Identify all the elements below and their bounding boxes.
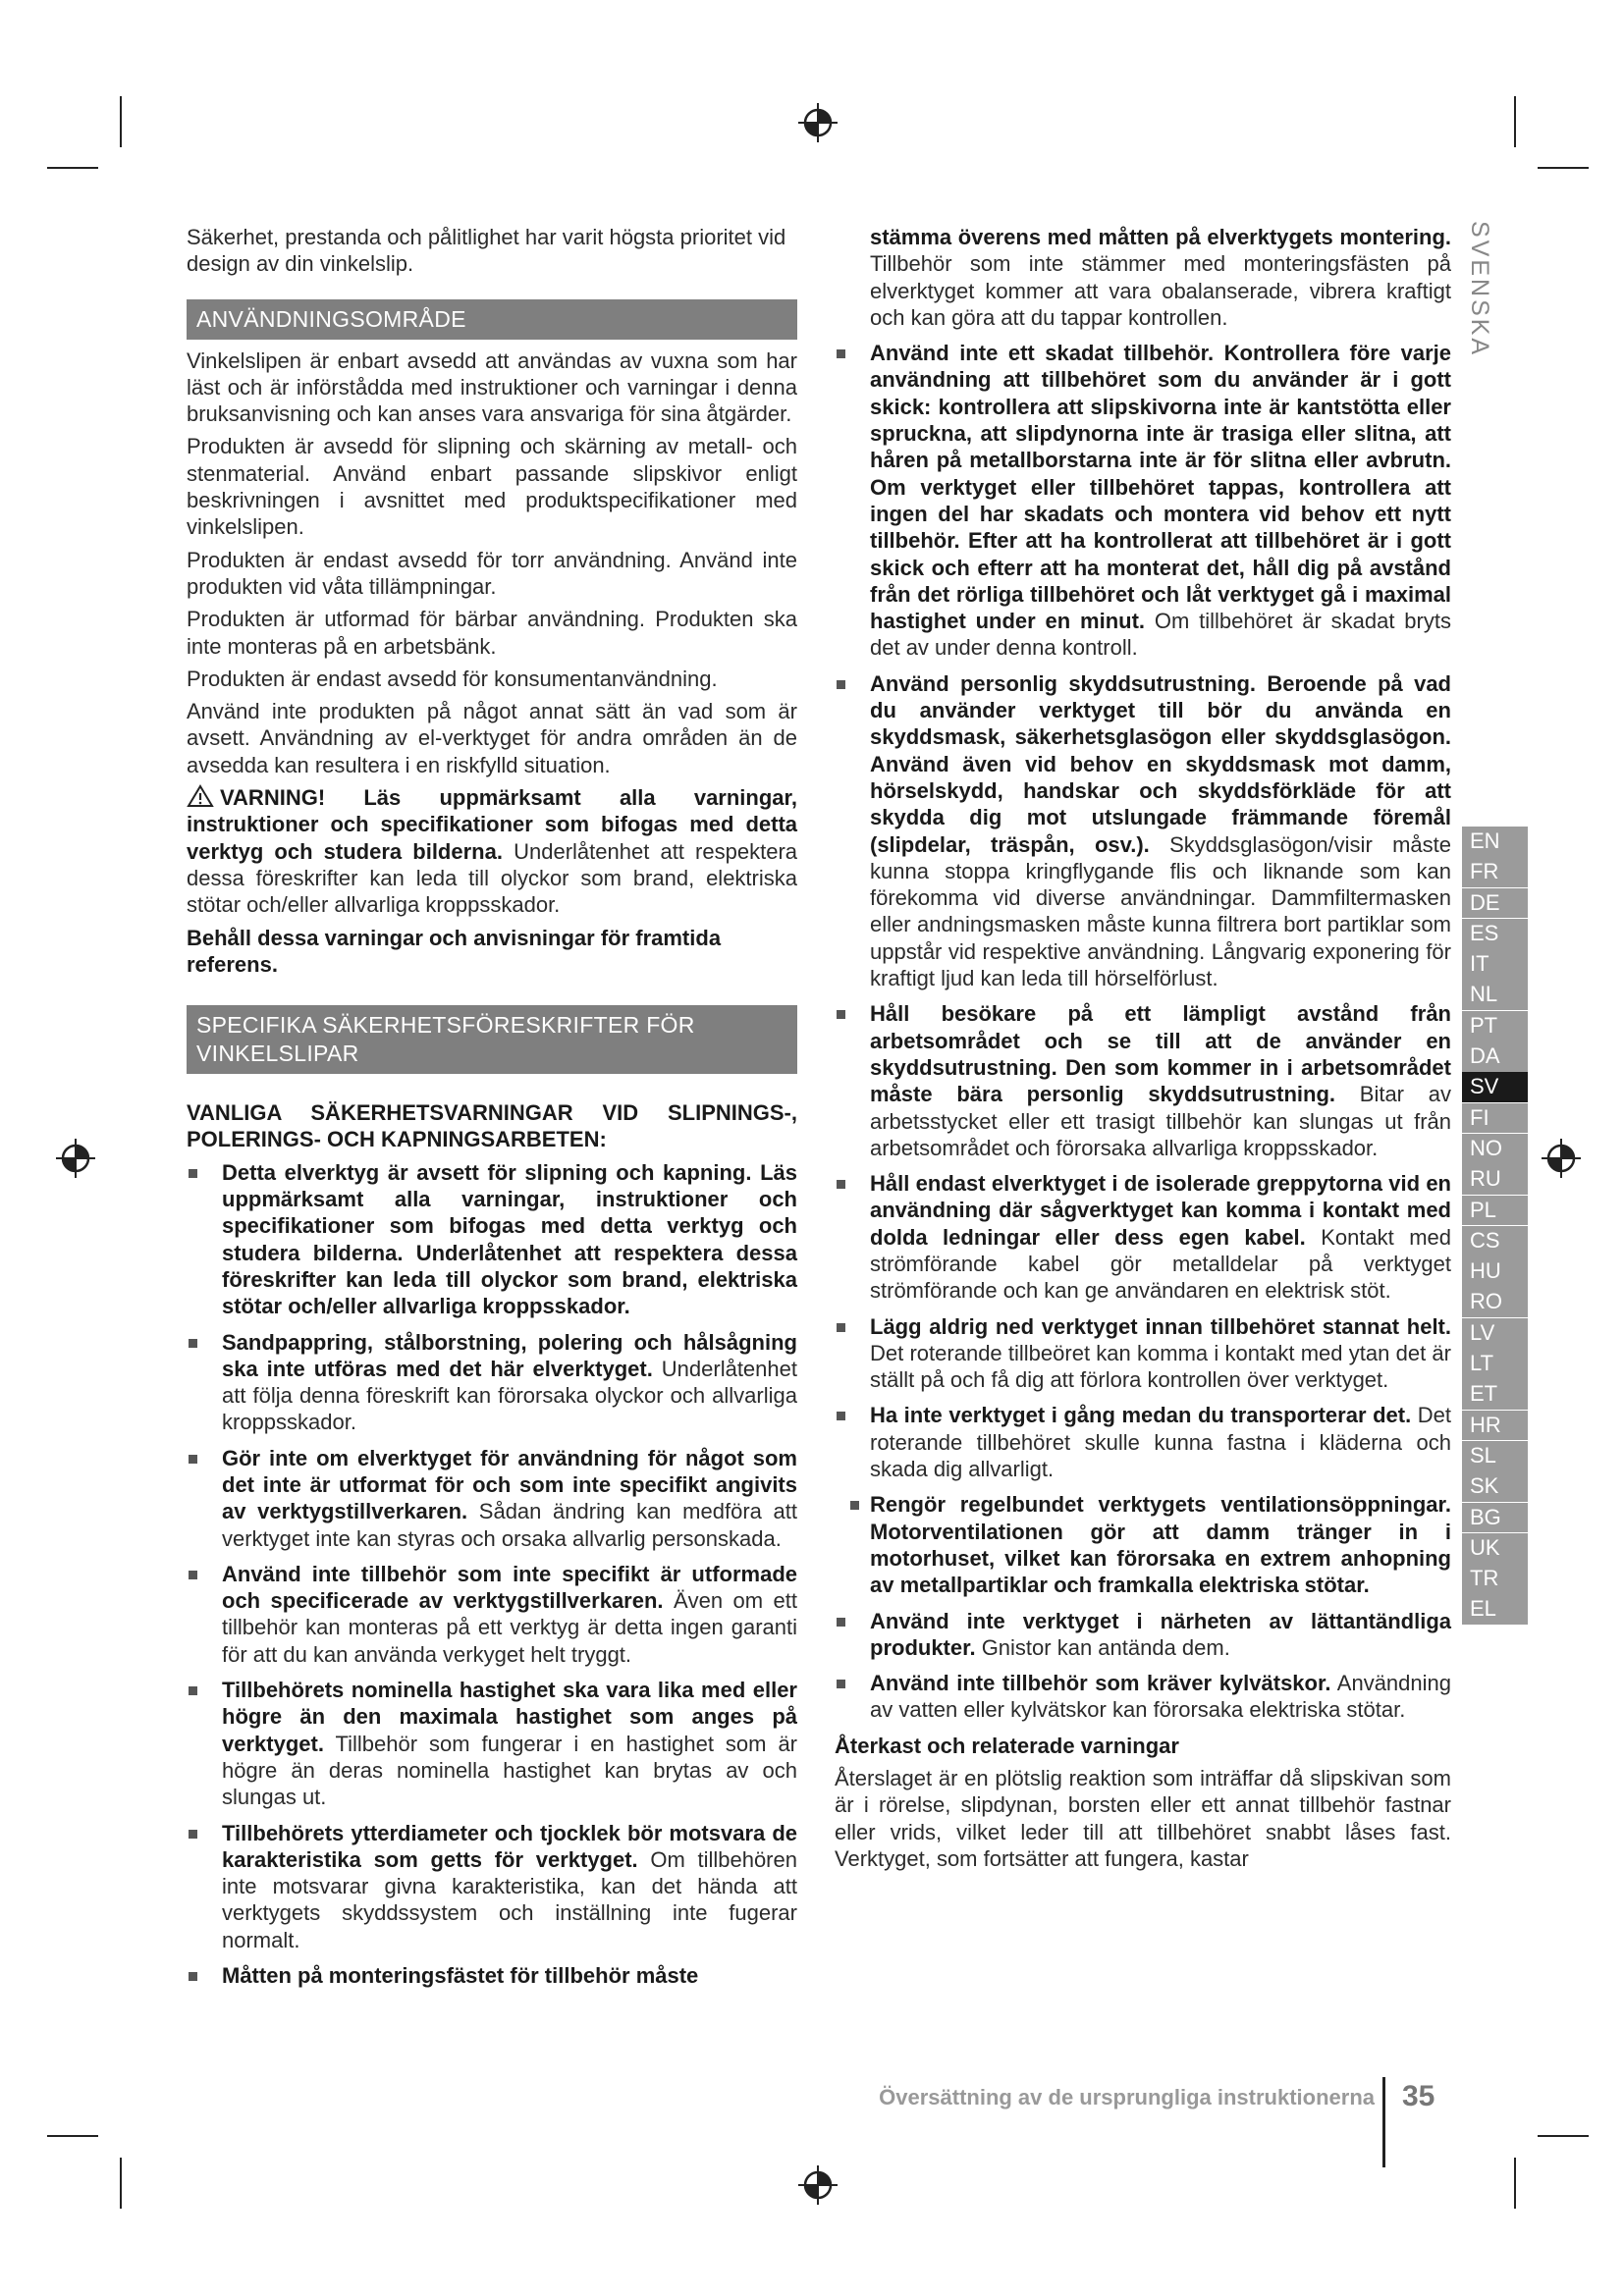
bullet-square-icon	[189, 1830, 197, 1839]
list-item	[187, 1561, 797, 1668]
bullet-square-icon	[189, 1455, 197, 1464]
list-item	[835, 1170, 1451, 1304]
list-item-text: Om tillbehöret är skadat bryts det av under denna kontroll.	[870, 609, 1451, 661]
footer-text: Översättning av de ursprungliga instruktionerna	[879, 2085, 1375, 2109]
list-item	[835, 1670, 1451, 1724]
bullet-square-icon	[837, 1180, 845, 1189]
kickback-paragraph: Återslaget är en plötslig reaktion som inträffar då slipskivan som är i rörelse, slipdynan, borsten eller ett annat tillbehör fastnar eller vrids, vilket leder till att tillbehöret snabbt låses fast. Verktyget, som fortsätter att fungera, kastar	[835, 1766, 1451, 1871]
registration-mark-icon	[796, 2163, 839, 2207]
list-item-text: Tillbehör som inte stämmer med monteringsfästen på elverktyget kommer att vara obalanserade, vibrera kraftigt och kan göra att du tappar kontrollen.	[870, 251, 1451, 330]
language-tab-el[interactable]: EL	[1462, 1594, 1528, 1625]
usage-paragraph: Vinkelslipen är enbart avsedd att användas av vuxna som har läst och är införstådda med instruktioner och varningar i denna bruksanvisning och kan anses vara ansvariga för sina åtgärder.	[187, 347, 797, 427]
usage-paragraph: Använd inte produkten på något annat sätt än vad som är avsett. Användning av el-verktyget för andra områden än de avsedda kan resultera i en riskfylld situation.	[187, 699, 797, 777]
list-item	[187, 1962, 797, 1989]
left-bullet-list	[187, 1159, 797, 1990]
side-language-text: SVENSKA	[1466, 221, 1493, 358]
list-item-text: Skyddsglasögon/visir måste kunna stoppa kringflygande flis och liknande som kan förekomma vid diverse användningar. Dammfiltermasken eller andningsmasken måste kunna filtrera bort partiklar som uppstår vid respektive användning. Långvarig exponering för kraftigt ljud kan leda till hörselförlust.	[870, 831, 1452, 991]
list-item	[835, 1313, 1451, 1394]
warning-text: Underlåtenhet att respektera dessa föreskrifter kan leda till olyckor som brand, elektriska stötar och/eller allvarliga kroppsskador.	[187, 838, 798, 918]
keep-instructions-text: Behåll dessa varningar och anvisningar för framtida referens.	[187, 925, 722, 977]
bullet-square-icon	[837, 1323, 845, 1332]
list-item-text: Bitar av arbetsstycket eller ett trasigt tillbehör kan slungas ut från arbetsområdet och förorsaka allvarliga kroppsskador.	[870, 1082, 1451, 1160]
crop-mark	[120, 96, 122, 147]
list-item	[835, 1000, 1451, 1161]
crop-mark	[1538, 2135, 1589, 2137]
warning-bold-text: VARNING! Läs uppmärksamt alla varningar, instruktioner och specifikationer som bifogas med detta verktyg och studera bilderna.	[187, 785, 797, 864]
footer-divider	[1382, 2077, 1385, 2167]
crop-mark	[1538, 167, 1589, 169]
language-tab-lv[interactable]: LV	[1462, 1318, 1528, 1349]
bullet-square-icon	[837, 680, 845, 689]
crop-mark	[120, 2158, 122, 2209]
language-tab-nl[interactable]: NL	[1462, 980, 1528, 1010]
bullet-square-icon	[837, 1412, 845, 1420]
list-item-bold: Använd inte tillbehör som inte specifikt är utformade och specificerade av verktygstillverkaren.	[222, 1561, 797, 1614]
list-item-text: Underlåtenhet att följa denna föreskrift kan förorsaka olyckor och allvarliga kroppsskador.	[222, 1356, 797, 1435]
bullet-square-icon	[189, 1169, 197, 1178]
list-item-bold: Håll endast elverktyget i de isolerade greppytorna vid en användning där sågverktyget kan komma i kontakt med dolda ledningar eller dess egen kabel.	[870, 1171, 1451, 1250]
language-tab-ru[interactable]: RU	[1462, 1164, 1528, 1195]
list-item-text: Kontakt med strömförande kabel gör metalldelar på verktyget strömförande och kan ge användaren en elektrisk stöt.	[870, 1224, 1451, 1304]
bullet-square-icon	[837, 1618, 845, 1627]
bullet-square-icon	[837, 1680, 845, 1688]
sub-heading: VANLIGA SÄKERHETSVARNINGAR VID SLIPNINGS-, POLERINGS- OCH KAPNINGSARBETEN:	[187, 1100, 797, 1152]
intro-paragraph: Säkerhet, prestanda och pålitlighet har varit högsta prioritet vid design av din vinkelslip.	[187, 225, 786, 277]
bullet-square-icon	[837, 349, 845, 358]
language-tab-no[interactable]: NO	[1462, 1134, 1528, 1164]
language-tab-es[interactable]: ES	[1462, 919, 1528, 949]
language-tab-tr[interactable]: TR	[1462, 1564, 1528, 1594]
language-tab-lt[interactable]: LT	[1462, 1349, 1528, 1379]
bullet-square-icon	[189, 1571, 197, 1579]
language-tab-en[interactable]: EN	[1462, 827, 1528, 857]
language-tab-it[interactable]: IT	[1462, 949, 1528, 980]
list-item-text: Det roterande tillbeöret kan komma i kontakt med ytan det är ställt på och få dig att förlora kontrollen över verktyget.	[870, 1340, 1451, 1393]
language-tab-et[interactable]: ET	[1462, 1379, 1528, 1410]
list-item-text: Om tillbehören inte motsvarar givna karakteristika, kan det hända att verktygets skyddssystem och inställning inte fugerar normalt.	[222, 1846, 797, 1952]
list-item-text: Gnistor kan antända dem.	[975, 1634, 1230, 1660]
language-tab-list	[1462, 827, 1528, 1626]
list-item-text: Även om ett tillbehör kan monteras på ett verktyg är detta ingen garanti för att du kan använda verkyget helt tryggt.	[222, 1588, 797, 1667]
language-tab-hu[interactable]: HU	[1462, 1256, 1528, 1287]
list-item-text: Sådan ändring kan medföra att verktyget inte kan styras och orsaka allvarlig personskada.	[222, 1499, 797, 1551]
list-item	[835, 1402, 1451, 1482]
list-item	[187, 1159, 797, 1320]
list-item-bold: Använd inte ett skadat tillbehör. Kontrollera före varje användning att tillbehöret som du använder är i gott skick: kontrollera att slipskivorna inte är kantstötta eller spruckna, att slipdynorna inte är trasiga eller slitna, att håren på metallborstarna inte är för slitna eller avbrutn. Om verktyget eller tillbehöret tappas, kontrollera att ingen del har skadats och montera vid behov ett nytt tillbehör. Efter att ha kontrollerat att tillbehöret är i gott skick och efterr att ha monterat det, håll dig på avstånd från det rörliga tillbehöret och låt verktyget gå i maximal hastighet under en minut.	[870, 341, 1451, 634]
language-tab-sl[interactable]: SL	[1462, 1441, 1528, 1471]
list-item-bold: Detta elverktyg är avsett för slipning och kapning. Läs uppmärksamt alla varningar, instruktioner och specifikationer som bifogas med detta verktyg och studera bilderna. Underlåtenhet att respektera dessa föreskrifter kan leda till olyckor som brand, elektriska stötar och/eller allvarliga kroppsskador.	[222, 1159, 797, 1319]
language-tab-sk[interactable]: SK	[1462, 1471, 1528, 1502]
bullet-square-icon	[189, 1686, 197, 1695]
list-item-bold: Tillbehörets ytterdiameter och tjocklek bör motsvara de karakteristika som getts för verktyget.	[222, 1820, 797, 1872]
list-item-continued	[835, 224, 1451, 331]
bullet-square-icon	[837, 1010, 845, 1019]
right-column	[835, 224, 1451, 1878]
language-tab-hr[interactable]: HR	[1462, 1411, 1528, 1441]
left-column	[187, 224, 797, 1998]
crop-mark	[1514, 2158, 1516, 2209]
bullet-square-icon	[850, 1501, 859, 1510]
bullet-square-icon	[189, 1972, 197, 1981]
language-tab-pt[interactable]: PT	[1462, 1011, 1528, 1041]
list-item	[187, 1445, 797, 1552]
list-item-bold: Måtten på monteringsfästet för tillbehör måste	[222, 1963, 699, 1989]
language-tab-fi[interactable]: FI	[1462, 1103, 1528, 1134]
warning-paragraph	[187, 784, 797, 918]
registration-mark-icon	[796, 101, 839, 144]
list-item	[835, 1608, 1451, 1662]
crop-mark	[47, 167, 98, 169]
section-heading-specific: SPECIFIKA SÄKERHETSFÖRESKRIFTER FÖR VINKELSLIPAR	[187, 1005, 797, 1074]
list-item	[835, 670, 1451, 992]
list-item	[187, 1820, 797, 1953]
list-item-bold: Använd inte verktyget i närheten av lättantändliga produkter.	[870, 1608, 1451, 1660]
usage-paragraph: Produkten är utformad för bärbar användning. Produkten ska inte monteras på en arbetsbänk.	[187, 607, 797, 659]
list-item-text: Tillbehör som fungerar i en hastighet som är högre än deras nominella hastighet kan brytas av och slungas ut.	[222, 1731, 797, 1810]
list-item	[187, 1677, 797, 1810]
list-item-bold: Använd inte tillbehör som kräver kylvätskor.	[870, 1671, 1331, 1696]
registration-mark-icon	[54, 1137, 97, 1180]
page-number: 35	[1402, 2080, 1435, 2112]
list-item-bold: Använd personlig skyddsutrustning. Beroende på vad du använder verktyget till bör du använda en skyddsmask, säkerhetsglasögon eller skyddsglasögon. Använd även vid behov en skyddsmask mot damm, hörselskydd, handskar och skyddsförkläde för att skydda dig mot utslungade främmande föremål (slipdelar, träspån, osv.).	[870, 670, 1451, 857]
language-tab-fr[interactable]: FR	[1462, 857, 1528, 887]
list-item-bold: Håll besökare på ett lämpligt avstånd från arbetsområdet och se till att de använder en skyddsutrustning. Den som kommer in i arbetsområdet måste bära personlig skyddsutrustning.	[870, 1001, 1451, 1107]
usage-paragraph: Produkten är endast avsedd för torr användning. Använd inte produkten vid våta tillämpningar.	[187, 547, 797, 599]
usage-paragraph: Produkten är avsedd för slipning och skärning av metall- och stenmaterial. Använd enbart passande slipskivor enligt beskrivningen i avsnittet med produktspecifikationer med vinkelslipen.	[187, 434, 797, 540]
usage-paragraph: Produkten är endast avsedd för konsumentanvändning.	[187, 666, 718, 691]
list-item-bold: Tillbehörets nominella hastighet ska vara lika med eller högre än den maximala hastighet som anges på verktyget.	[222, 1678, 797, 1756]
list-item-bold: Rengör regelbundet verktygets ventilationsöppningar. Motorventilationen gör att damm tränger in i motorhuset, vilket kan förorsaka en extrem anhopning av metallpartiklar och framkalla elektriska stötar.	[870, 1492, 1451, 1598]
list-item-bold: Ha inte verktyget i gång medan du transporterar det.	[870, 1403, 1412, 1428]
warning-triangle-icon	[187, 784, 214, 808]
registration-mark-icon	[1540, 1137, 1583, 1180]
list-item	[835, 340, 1451, 662]
list-item-text: Användning av vatten eller kylvätskor kan förorsaka elektriska stötar.	[870, 1671, 1451, 1723]
language-tab-ro[interactable]: RO	[1462, 1287, 1528, 1317]
list-item	[187, 1329, 797, 1436]
list-item-bold: Gör inte om elverktyget för användning för något som det inte är utformat för och som inte specifikt angivits av verktygstillverkaren.	[222, 1445, 797, 1524]
kickback-heading: Återkast och relaterade varningar	[835, 1733, 1179, 1758]
list-item	[835, 1491, 1451, 1598]
crop-mark	[47, 2135, 98, 2137]
language-tab-sv[interactable]: SV	[1462, 1072, 1528, 1102]
language-tab-uk[interactable]: UK	[1462, 1533, 1528, 1564]
bullet-square-icon	[189, 1339, 197, 1348]
list-item-bold: Sandpappring, stålborstning, polering och hålsågning ska inte utföras med det här elverktyget.	[222, 1329, 797, 1381]
section-heading-usage: ANVÄNDNINGSOMRÅDE	[187, 299, 797, 340]
list-item-bold: stämma överens med måtten på elverktygets montering.	[870, 225, 1451, 249]
side-language-label	[1464, 221, 1497, 378]
right-bullet-list	[835, 224, 1451, 1724]
language-tab-da[interactable]: DA	[1462, 1041, 1528, 1072]
language-tab-cs[interactable]: CS	[1462, 1226, 1528, 1256]
list-item-bold: Lägg aldrig ned verktyget innan tillbehöret stannat helt.	[870, 1313, 1451, 1339]
crop-mark	[1514, 96, 1516, 147]
list-item-text: Det roterande tillbehöret skulle kunna fastna i kläderna och skada dig allvarligt.	[870, 1403, 1451, 1482]
language-tab-bg[interactable]: BG	[1462, 1503, 1528, 1533]
language-tab-de[interactable]: DE	[1462, 888, 1528, 919]
language-tab-pl[interactable]: PL	[1462, 1196, 1528, 1226]
